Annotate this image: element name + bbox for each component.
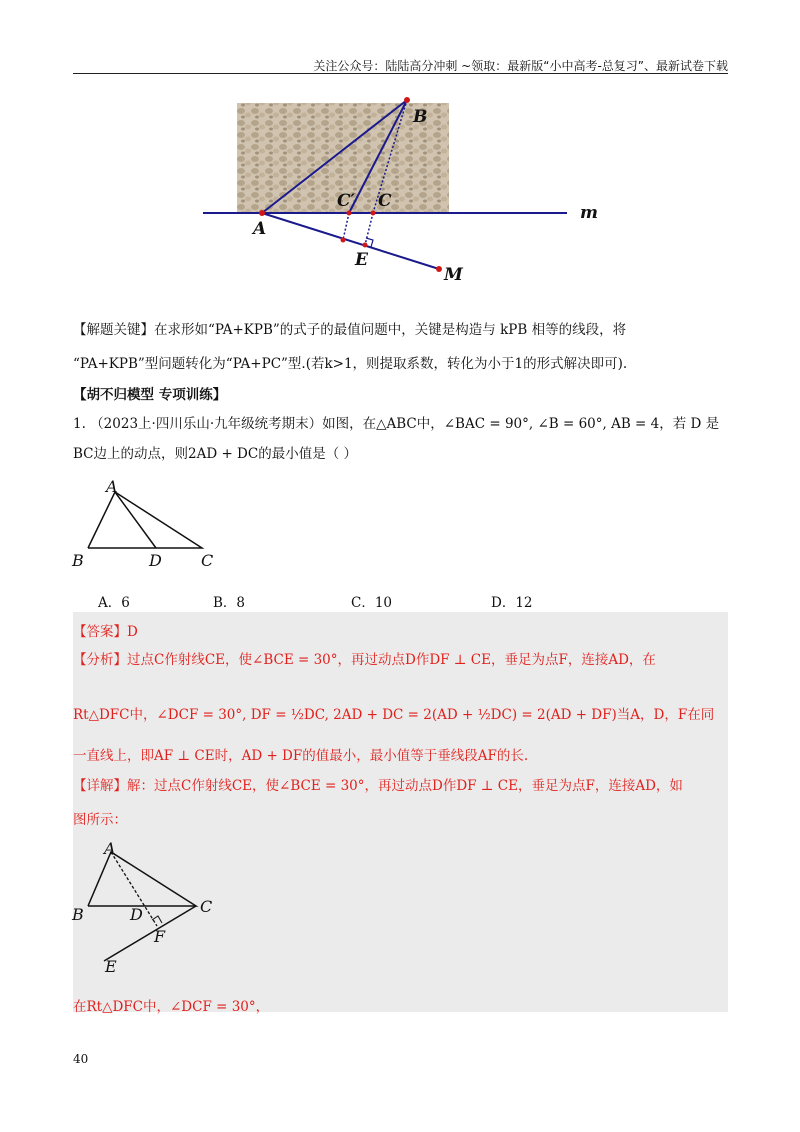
label-A: A (104, 839, 116, 858)
label-A: A (106, 478, 118, 496)
figure-solution (68, 838, 228, 978)
key-point-line1: 【解题关键】在求形如“PA+KPB”的式子的最值问题中，关键是构造与 kPB 相等的线段，将 (73, 322, 627, 338)
label-B: B (413, 107, 428, 127)
header-rule (73, 73, 728, 74)
choice-a[interactable]: A．6 (98, 595, 130, 611)
label-D: D (130, 905, 143, 924)
analysis-line3: 一直线上，即AF ⊥ CE时，AD + DF的值最小，最小值等于垂线段AF的长. (73, 748, 529, 764)
label-C: C (200, 897, 213, 916)
figure-triangle-abc (68, 478, 228, 573)
label-D: D (149, 551, 162, 570)
label-E: E (355, 250, 368, 270)
question-line1: 1. （2023上·四川乐山·九年级统考期末）如图，在△ABC中，∠BAC = 90°, ∠B = 60°, AB = 4，若 D 是 (73, 416, 720, 432)
analysis-line1: 【分析】过点C作射线CE，使∠BCE = 30°，再过动点D作DF ⊥ CE，垂足为点F，连接AD，在 (73, 652, 656, 668)
detail-line2: 图所示： (73, 812, 127, 828)
label-A: A (253, 219, 267, 239)
page-header: 关注公众号：陆陆高分冲刺 ~领取：最新版“小中高考-总复习”、最新试卷下载 (313, 59, 728, 73)
label-m: m (580, 203, 598, 223)
label-M: M (444, 265, 463, 285)
choice-d[interactable]: D．12 (491, 595, 533, 611)
choice-b[interactable]: B．8 (213, 595, 246, 611)
section-title: 【胡不归模型 专项训练】 (73, 387, 227, 403)
detail-line1: 【详解】解：过点C作射线CE，使∠BCE = 30°，再过动点D作DF ⊥ CE，垂足为点F，连接AD，如 (73, 778, 683, 794)
choice-c[interactable]: C．10 (351, 595, 393, 611)
label-Cp: C′ (337, 191, 356, 211)
answer-line: 【答案】D (73, 624, 138, 640)
detail-last-line: 在Rt△DFC中，∠DCF = 30°， (73, 999, 270, 1015)
label-E: E (105, 957, 117, 976)
label-C: C (201, 551, 214, 570)
label-B: B (72, 551, 84, 570)
figure-pa-kpb (195, 95, 605, 290)
page-number: 40 (73, 1052, 89, 1066)
key-point-line2: “PA+KPB”型问题转化为“PA+PC”型.(若k>1，则提取系数，转化为小于1的形式解决即可). (73, 356, 628, 372)
label-B: B (72, 905, 84, 924)
label-F: F (154, 927, 166, 946)
question-line2: BC边上的动点，则2AD + DC的最小值是（ ） (73, 446, 358, 462)
label-C: C (378, 191, 392, 211)
analysis-line2: Rt△DFC中，∠DCF = 30°, DF = ½DC, 2AD + DC = 2(AD + ½DC) = 2(AD + DF)当A，D，F在同 (73, 707, 715, 723)
